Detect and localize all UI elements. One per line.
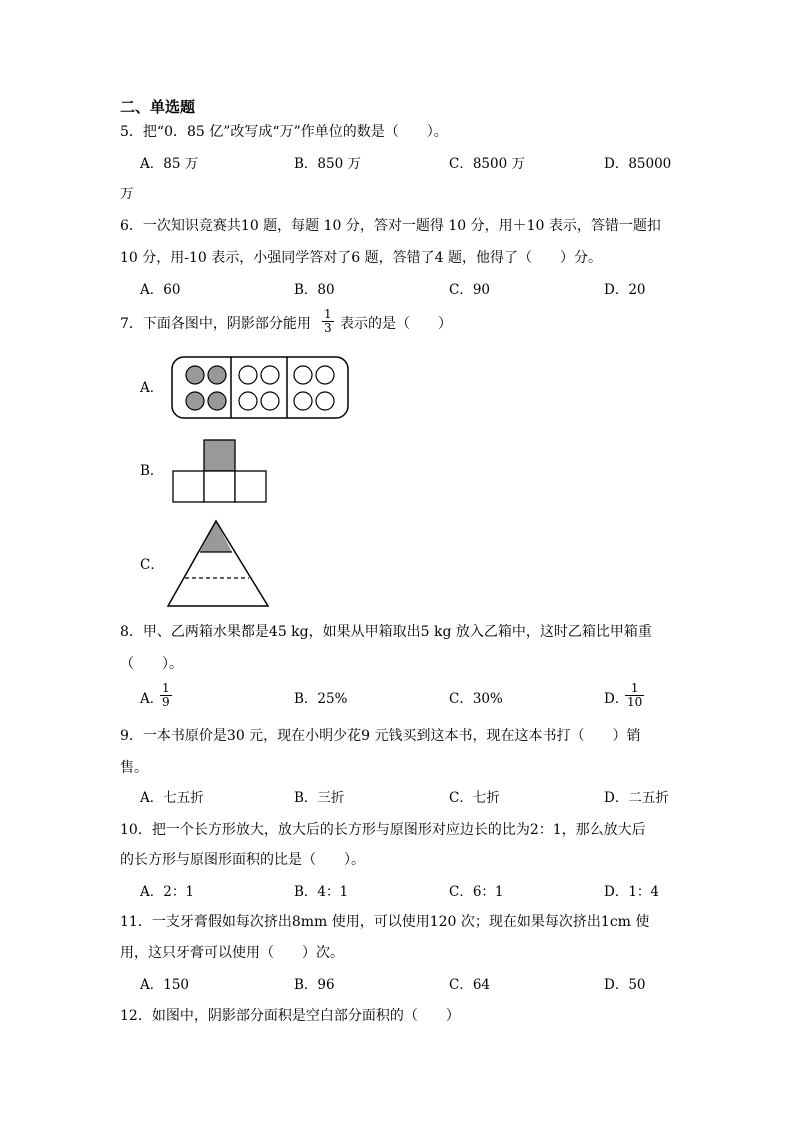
option-a[interactable]: A． [140,691,164,707]
fraction-numerator: 1 [162,681,170,695]
question-number: 6． [120,218,143,234]
question-6 [120,216,661,236]
figure-b-squares[interactable] [171,438,271,504]
blank-circle [316,392,334,410]
option-b[interactable]: B． [140,463,164,479]
question-6-line2: 10 分，用-10 表示，小强同学答对了6 题，答错了4 题，他得了（ ）分。 [120,250,602,266]
section-title: 二、单选题 [120,98,196,116]
fraction-numerator: 1 [630,681,639,695]
question-number: 5． [120,124,143,140]
blank-square [235,471,266,502]
option-c[interactable]: C．七折 [449,790,500,806]
question-12 [120,1006,460,1026]
shaded-circle [186,366,204,384]
shaded-triangle-top [200,521,232,552]
option-c[interactable]: C．6：1 [449,884,504,900]
blank-square [204,471,235,502]
option-a[interactable]: A．七五折 [140,790,204,806]
question-text: 一本书原价是30 元，现在小明少花9 元钱买到这本书，现在这本书打（ ）销 [142,728,641,744]
question-number: 10． [120,822,152,838]
option-d[interactable]: D．二五折 [604,790,669,806]
question-number: 9． [120,728,143,744]
blank-circle [239,392,257,410]
question-11-line2: 用，这只牙膏可以使用（ ）次。 [120,945,344,961]
question-number: 11． [120,914,152,930]
shaded-square [204,440,235,471]
option-d-fraction[interactable] [625,682,644,709]
question-text: 如图中，阴影部分面积是空白部分面积的（ ） [151,1008,460,1024]
option-b[interactable]: B．96 [294,977,335,993]
blank-square [173,471,204,502]
option-b[interactable]: B．三折 [294,790,345,806]
option-a[interactable]: A．85 万 [140,156,199,172]
question-text: 甲、乙两箱水果都是45 kg，如果从甲箱取出5 kg 放入乙箱中，这时乙箱比甲箱重 [142,624,652,640]
figure-c-triangle[interactable] [166,518,272,610]
option-c[interactable]: C．30% [449,691,503,707]
question-10-line2: 的长方形与原图形面积的比是（ ）。 [120,852,365,868]
option-a[interactable]: A．60 [140,282,181,298]
question-9 [120,726,641,746]
option-d[interactable]: D．50 [604,977,646,993]
question-number: 7． [120,316,143,332]
option-d[interactable]: D． [604,691,629,707]
question-text: 一支牙膏假如每次挤出8mm 使用，可以使用120 次；现在如果每次挤出1cm 使 [151,914,650,930]
blank-circle [316,366,334,384]
blank-circle [261,366,279,384]
fraction-one-third [322,308,334,335]
question-9-line2: 售。 [120,760,148,776]
question-number: 12． [120,1008,152,1024]
question-text: 把“0．85 亿”改写成“万”作单位的数是（ ）。 [142,124,448,140]
question-10 [120,820,646,840]
blank-circle [294,392,312,410]
blank-circle [294,366,312,384]
option-a[interactable]: A．2：1 [140,884,194,900]
question-11 [120,912,649,932]
option-c[interactable]: C． [140,557,164,573]
option-b[interactable]: B．25% [294,691,348,707]
question-number: 8． [120,624,143,640]
shaded-circle [208,366,226,384]
question-text: 把一个长方形放大，放大后的长方形与原图形对应边长的比为2：1，那么放大后 [151,822,646,838]
question-7-tail: 表示的是（ ） [340,316,452,332]
question-7 [120,314,311,334]
question-text: 下面各图中，阴影部分能用 [142,316,311,332]
question-8-line2: （ ）。 [120,656,183,672]
option-a-fraction[interactable] [160,682,172,709]
option-d[interactable]: D．1：4 [604,884,660,900]
option-a[interactable]: A．150 [140,977,190,993]
option-d[interactable]: D．20 [604,282,646,298]
option-d-wrap: 万 [120,186,134,202]
question-8 [120,622,652,642]
fraction-numerator: 1 [324,307,332,321]
option-d[interactable]: D．85000 [604,156,672,172]
option-b[interactable]: B．4：1 [294,884,349,900]
option-b[interactable]: B．80 [294,282,335,298]
option-c[interactable]: C．64 [449,977,491,993]
option-b[interactable]: B．850 万 [294,156,361,172]
shaded-circle [186,392,204,410]
fraction-denominator: 10 [627,695,643,709]
blank-circle [239,366,257,384]
shaded-circle [208,392,226,410]
question-5 [120,122,448,142]
option-c[interactable]: C．8500 万 [449,156,525,172]
blank-circle [261,392,279,410]
fraction-denominator: 3 [324,321,332,335]
figure-a-ten-frame[interactable] [171,356,351,420]
fraction-denominator: 9 [162,695,170,709]
option-a[interactable]: A． [140,380,164,396]
option-c[interactable]: C．90 [449,282,491,298]
question-text: 一次知识竞赛共10 题，每题 10 分，答对一题得 10 分，用＋10 表示，答错一题扣 [142,218,661,234]
